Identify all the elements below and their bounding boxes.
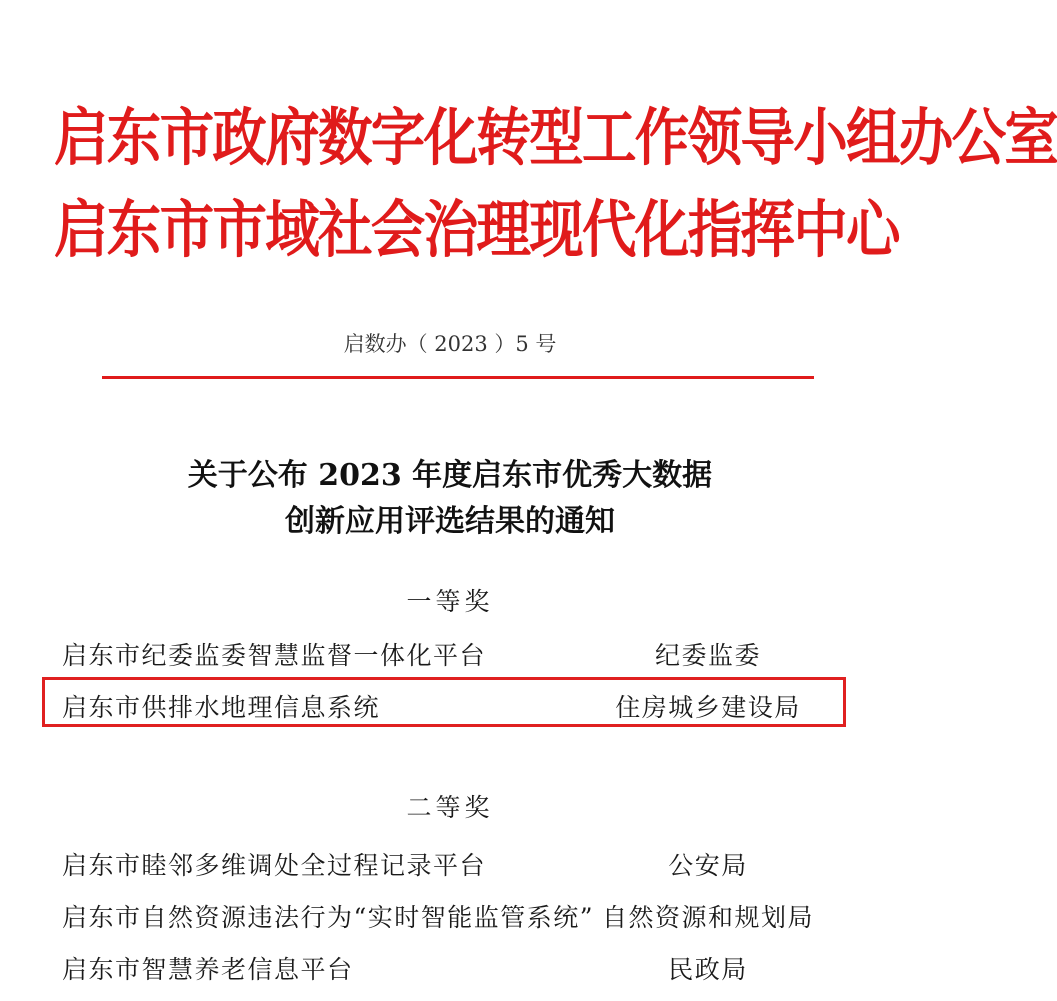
project-name: 启东市供排水地理信息系统 bbox=[62, 693, 381, 722]
organization-name: 纪委监委 bbox=[654, 641, 761, 670]
project-name: 启东市纪委监委智慧监督一体化平台 bbox=[62, 641, 487, 670]
project-name: 启东市智慧养老信息平台 bbox=[62, 955, 354, 984]
award-row bbox=[58, 946, 848, 986]
organization-name: 民政局 bbox=[668, 955, 748, 984]
award-row bbox=[58, 632, 848, 672]
organization-name: 自然资源和规划局 bbox=[601, 903, 814, 932]
project-name: 启东市睦邻多维调处全过程记录平台 bbox=[62, 851, 487, 880]
organization-name: 公安局 bbox=[668, 851, 748, 880]
award-row bbox=[58, 842, 848, 882]
second-prize-heading: 二等奖 bbox=[406, 793, 494, 822]
organization-name: 住房城乡建设局 bbox=[615, 693, 801, 722]
document-title-line-2: 创新应用评选结果的通知 bbox=[285, 504, 615, 539]
award-row bbox=[58, 894, 848, 934]
document-number: 启数办（ 2023 ）5 号 bbox=[343, 332, 557, 356]
issuer-name-line-1: 启东市政府数字化转型工作领导小组办公室 bbox=[54, 101, 1057, 174]
red-divider bbox=[102, 376, 814, 379]
first-prize-heading: 一等奖 bbox=[406, 587, 494, 616]
document-title-line-1: 关于公布 2023 年度启东市优秀大数据 bbox=[187, 458, 713, 493]
award-row-highlighted bbox=[58, 684, 848, 724]
issuer-name-line-2: 启东市市域社会治理现代化指挥中心 bbox=[54, 193, 899, 266]
project-name: 启东市自然资源违法行为“实时智能监管系统” bbox=[62, 903, 595, 932]
